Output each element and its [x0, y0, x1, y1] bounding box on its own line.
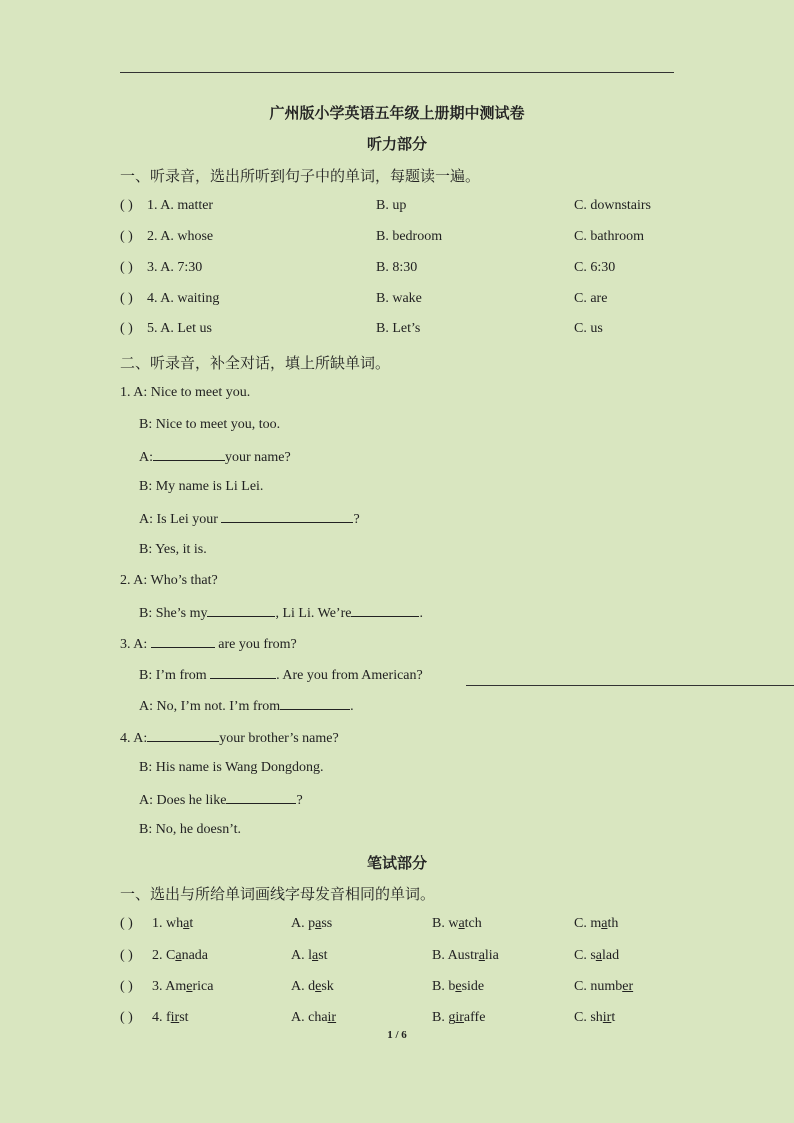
question-option-a: 3. A. 7:30: [147, 260, 203, 275]
writing-part1-instruction: 一、选出与所给单词画线字母发音相同的单词。: [120, 885, 436, 903]
dialogue-line: B: Yes, it is.: [139, 542, 207, 557]
answer-paren[interactable]: ( ): [120, 198, 133, 213]
question-option-a: 1. A. matter: [147, 198, 214, 213]
underlined-letters: ir: [455, 1010, 464, 1025]
option-b: [432, 948, 499, 964]
word-segment: nada: [181, 948, 208, 963]
dialogue-line: [139, 791, 303, 809]
word-segment: lad: [602, 948, 620, 963]
dialogue-line: [120, 729, 339, 747]
question-option-c: C. are: [574, 291, 608, 306]
option-a: [291, 948, 328, 964]
dialogue-line: B: No, he doesn’t.: [139, 822, 242, 837]
answer-paren[interactable]: ( ): [120, 979, 133, 994]
word-segment: sk: [321, 979, 334, 994]
dialogue-text: ?: [353, 512, 360, 527]
answer-paren[interactable]: ( ): [120, 948, 133, 963]
word-segment: C. m: [574, 916, 602, 931]
writing-section-title: 笔试部分: [366, 854, 427, 872]
question-number: 3.: [152, 979, 166, 994]
question-option-c: C. 6:30: [574, 260, 616, 275]
question-option-c: C. bathroom: [574, 229, 644, 244]
dialogue-text: A: No, I’m not. I’m from: [139, 699, 281, 714]
question-option-c: C. downstairs: [574, 198, 651, 213]
word-segment: tch: [464, 916, 482, 931]
underlined-letters: a: [315, 916, 322, 931]
word-segment: ss: [321, 916, 333, 931]
dialogue-line: [139, 510, 360, 528]
word-segment: Am: [165, 979, 187, 994]
dialogue-text: , Li Li. We’re: [275, 606, 352, 621]
word-segment: A. l: [291, 948, 312, 963]
dialogue-text: your name?: [225, 450, 291, 465]
word-segment: B. b: [432, 979, 456, 994]
dialogue-line: 1. A: Nice to meet you.: [120, 385, 251, 400]
dialogue-text: . Are you from American?: [276, 668, 423, 683]
header-rule: [120, 72, 674, 73]
underlined-letters: a: [175, 948, 182, 963]
underlined-letters: a: [183, 916, 190, 931]
word-segment: B. w: [432, 916, 459, 931]
dialogue-line: [139, 666, 423, 684]
word-segment: C. sh: [574, 1010, 603, 1025]
underlined-letters: er: [622, 979, 634, 994]
word-segment: th: [607, 916, 619, 931]
given-word: [152, 916, 193, 932]
word-segment: B. g: [432, 1010, 456, 1025]
answer-paren[interactable]: ( ): [120, 260, 133, 275]
word-segment: A. p: [291, 916, 316, 931]
answer-paren[interactable]: ( ): [120, 291, 133, 306]
word-segment: lia: [484, 948, 499, 963]
dialogue-text: 4. A:: [120, 731, 148, 746]
dialogue-line: B: Nice to meet you, too.: [139, 417, 281, 432]
dialogue-text: your brother’s name?: [219, 731, 339, 746]
underlined-letters: e: [455, 979, 462, 994]
dialogue-text: A: Is Lei your: [139, 512, 222, 527]
underlined-letters: a: [458, 916, 465, 931]
answer-blank[interactable]: [147, 729, 219, 742]
question-number: 1.: [152, 916, 166, 931]
dialogue-line: 2. A: Who’s that?: [120, 573, 218, 588]
listening-part2-instruction: 二、听录音，补全对话，填上所缺单词。: [120, 354, 391, 372]
answer-blank[interactable]: [207, 604, 275, 617]
dialogue-text: B: She’s my: [139, 606, 208, 621]
question-option-b: B. up: [376, 198, 407, 213]
dialogue-line: B: My name is Li Lei.: [139, 479, 264, 494]
question-number: 4.: [152, 1010, 166, 1025]
dialogue-text: B: I’m from: [139, 668, 211, 683]
answer-blank[interactable]: [210, 666, 276, 679]
exam-title: 广州版小学英语五年级上册期中测试卷: [269, 104, 525, 122]
word-segment: side: [461, 979, 485, 994]
question-option-b: B. Let’s: [376, 321, 421, 336]
question-option-b: B. 8:30: [376, 260, 418, 275]
question-option-b: B. bedroom: [376, 229, 443, 244]
underlined-letters: e: [186, 979, 193, 994]
given-word: [152, 948, 208, 964]
dialogue-text: A:: [139, 450, 153, 465]
option-a: [291, 916, 332, 932]
dialogue-line: [139, 697, 354, 715]
answer-blank[interactable]: [151, 635, 215, 648]
answer-blank[interactable]: [226, 791, 296, 804]
option-b: [432, 916, 482, 932]
option-a: [291, 1010, 336, 1026]
underlined-letters: a: [312, 948, 319, 963]
word-segment: rica: [192, 979, 214, 994]
word-segment: C. numb: [574, 979, 623, 994]
given-word: [152, 1010, 189, 1026]
dialogue-text: .: [350, 699, 354, 714]
listening-part1-instruction: 一、听录音，选出所听到句子中的单词，每题读一遍。: [120, 167, 481, 185]
page-number: 1 / 6: [387, 1029, 407, 1041]
question-option-a: 5. A. Let us: [147, 321, 212, 336]
answer-blank[interactable]: [351, 604, 419, 617]
dialogue-line: B: His name is Wang Dongdong.: [139, 760, 324, 775]
option-c: [574, 979, 633, 995]
word-segment: wh: [166, 916, 184, 931]
dialogue-line: [139, 604, 423, 622]
dialogue-text: ?: [296, 793, 303, 808]
dialogue-line: [139, 448, 291, 466]
underlined-letters: ir: [327, 1010, 337, 1025]
option-b: [432, 979, 484, 995]
answer-paren[interactable]: ( ): [120, 916, 133, 931]
answer-blank[interactable]: [153, 448, 225, 461]
word-segment: st: [179, 1010, 189, 1025]
option-c: [574, 1010, 615, 1026]
dialogue-line: [120, 635, 297, 653]
dialogue-text: A: Does he like: [139, 793, 227, 808]
word-segment: f: [166, 1010, 171, 1025]
word-segment: C: [166, 948, 176, 963]
option-b: [432, 1010, 485, 1026]
underlined-letters: ir: [170, 1010, 180, 1025]
word-segment: t: [189, 916, 194, 931]
option-a: [291, 979, 334, 995]
underlined-letters: a: [601, 916, 608, 931]
word-segment: A. d: [291, 979, 316, 994]
word-segment: C. s: [574, 948, 596, 963]
dialogue-text: .: [419, 606, 423, 621]
underlined-letters: a: [595, 948, 603, 963]
word-segment: affe: [463, 1010, 486, 1025]
question-option-b: B. wake: [376, 291, 422, 306]
dialogue-text: are you from?: [214, 637, 297, 652]
question-number: 2.: [152, 948, 166, 963]
underlined-letters: ir: [602, 1010, 612, 1025]
answer-paren[interactable]: ( ): [120, 1010, 133, 1025]
underlined-letters: a: [478, 948, 485, 963]
listening-section-title: 听力部分: [366, 135, 427, 153]
answer-blank[interactable]: [221, 510, 353, 523]
word-segment: st: [318, 948, 328, 963]
answer-paren[interactable]: ( ): [120, 229, 133, 244]
option-c: [574, 916, 618, 932]
word-segment: B. Austr: [432, 948, 479, 963]
answer-paren[interactable]: ( ): [120, 321, 133, 336]
word-segment: A. cha: [291, 1010, 328, 1025]
question-option-a: 4. A. waiting: [147, 291, 220, 306]
dialogue-text: 3. A:: [120, 637, 151, 652]
stray-rule: [466, 685, 794, 686]
answer-blank[interactable]: [280, 697, 350, 710]
word-segment: t: [611, 1010, 616, 1025]
question-option-c: C. us: [574, 321, 603, 336]
underlined-letters: e: [315, 979, 322, 994]
option-c: [574, 948, 619, 964]
question-option-a: 2. A. whose: [147, 229, 214, 244]
given-word: [152, 979, 213, 995]
